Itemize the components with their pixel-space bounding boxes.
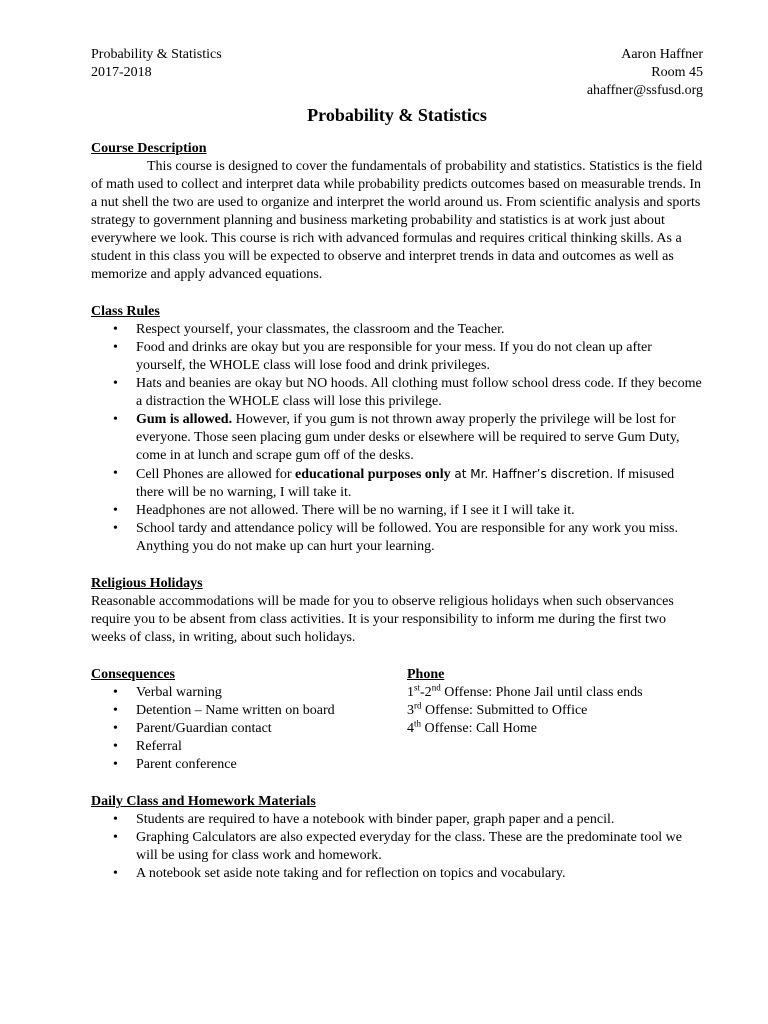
rule-item: • Hats and beanies are okay but NO hoods. All clothing must follow school dress code. If they become a distraction the WHOLE class will lose this privilege. [136,375,703,411]
consequence-item: • Verbal warning [136,684,407,702]
religious-holidays-heading: Religious Holidays [91,576,203,591]
materials-heading: Daily Class and Homework Materials [91,794,316,809]
phone-column [407,666,703,774]
material-item: • Graphing Calculators are also expected everyday for the class. These are the predominate tool we will be using for class work and homework. [136,829,703,865]
consequences-phone-columns [91,666,703,774]
phone-rule-start: Cell Phones are allowed for [136,467,296,482]
material-item: • Students are required to have a notebook with binder paper, graph paper and a pencil. [136,811,703,829]
consequence-item: • Detention – Name written on board [136,702,407,720]
phone-offense-3: 4th Offense: Call Home [407,718,538,736]
phone-rule-rest: misused there will be no warning, I will take it. [136,467,675,500]
consequence-item: • Parent conference [136,756,407,774]
class-rules-heading: Class Rules [91,304,160,319]
consequence-item: • Parent/Guardian contact [136,720,407,738]
consequences-heading: Consequences [91,667,176,682]
rule-item: • Headphones are not allowed. There will be no warning, if I see it I will take it. [136,502,703,520]
header-right [587,46,703,100]
gum-rule-bold: Gum is allowed. [136,412,233,427]
consequence-item: • Referral [136,738,407,756]
phone-rule-bold: educational purposes only [295,467,451,482]
header-course: Probability & Statistics [91,47,222,62]
phone-heading: Phone [407,667,445,682]
header-room: Room 45 [651,65,703,80]
religious-holidays-text: Reasonable accommodations will be made for you to observe religious holidays when such observances require you to be absent from class activities. It is your responsibility to inform me during the first two weeks of class, in writing, about such holidays. [91,594,674,645]
class-rules-list [91,321,703,556]
header-left [91,46,222,100]
syllabus-page [91,46,703,883]
rule-item [136,465,703,502]
rule-item [136,411,703,465]
course-description-heading: Course Description [91,141,207,156]
document-title: Probability & Statistics [307,105,487,125]
rule-item: • Food and drinks are okay but you are responsible for your mess. If you do not clean up after yourself, the WHOLE class will lose food and drink privileges. [136,339,703,375]
gum-rule-text: However, if you gum is not thrown away properly the privilege will be lost for everyone. Those seen placing gum under desks or elsewhere will be required to serve Gum Duty, come in at lunch and scrape gum off of the desks. [136,412,680,463]
phone-rule-discretion: at Mr. Haffner’s discretion. If [450,467,625,481]
header-email: ahaffner@ssfusd.org [586,83,703,98]
phone-offense-2: 3rd Offense: Submitted to Office [407,700,588,718]
consequences-column [91,666,407,774]
material-item: • A notebook set aside note taking and for reflection on topics and vocabulary. [136,865,703,883]
rule-item: • Respect yourself, your classmates, the classroom and the Teacher. [136,321,703,339]
header-year: 2017-2018 [91,65,152,80]
consequences-list [91,684,407,774]
course-description-text: This course is designed to cover the fundamentals of probability and statistics. Statistics is the field of math used to collect and interpret data while probability predicts outcomes based on measurable trends. In a nut shell the two are used to organize and interpret the world around us. From scientific analysis and sports strategy to government planning and business marketing probability and statistics is at work just about everywhere we look. This course is rich with advanced formulas and requires critical thinking skills. As a student in this class you will be expected to observe and interpret trends in data and outcomes as well as memorize and apply advanced equations. [91,159,703,282]
phone-offense-1: 1st-2nd Offense: Phone Jail until class ends [407,682,643,700]
materials-list [91,811,703,883]
rule-item: • School tardy and attendance policy will be followed. You are responsible for any work you miss. Anything you do not make up can hurt your learning. [136,520,703,556]
header-teacher: Aaron Haffner [621,47,703,62]
document-header [91,46,703,100]
